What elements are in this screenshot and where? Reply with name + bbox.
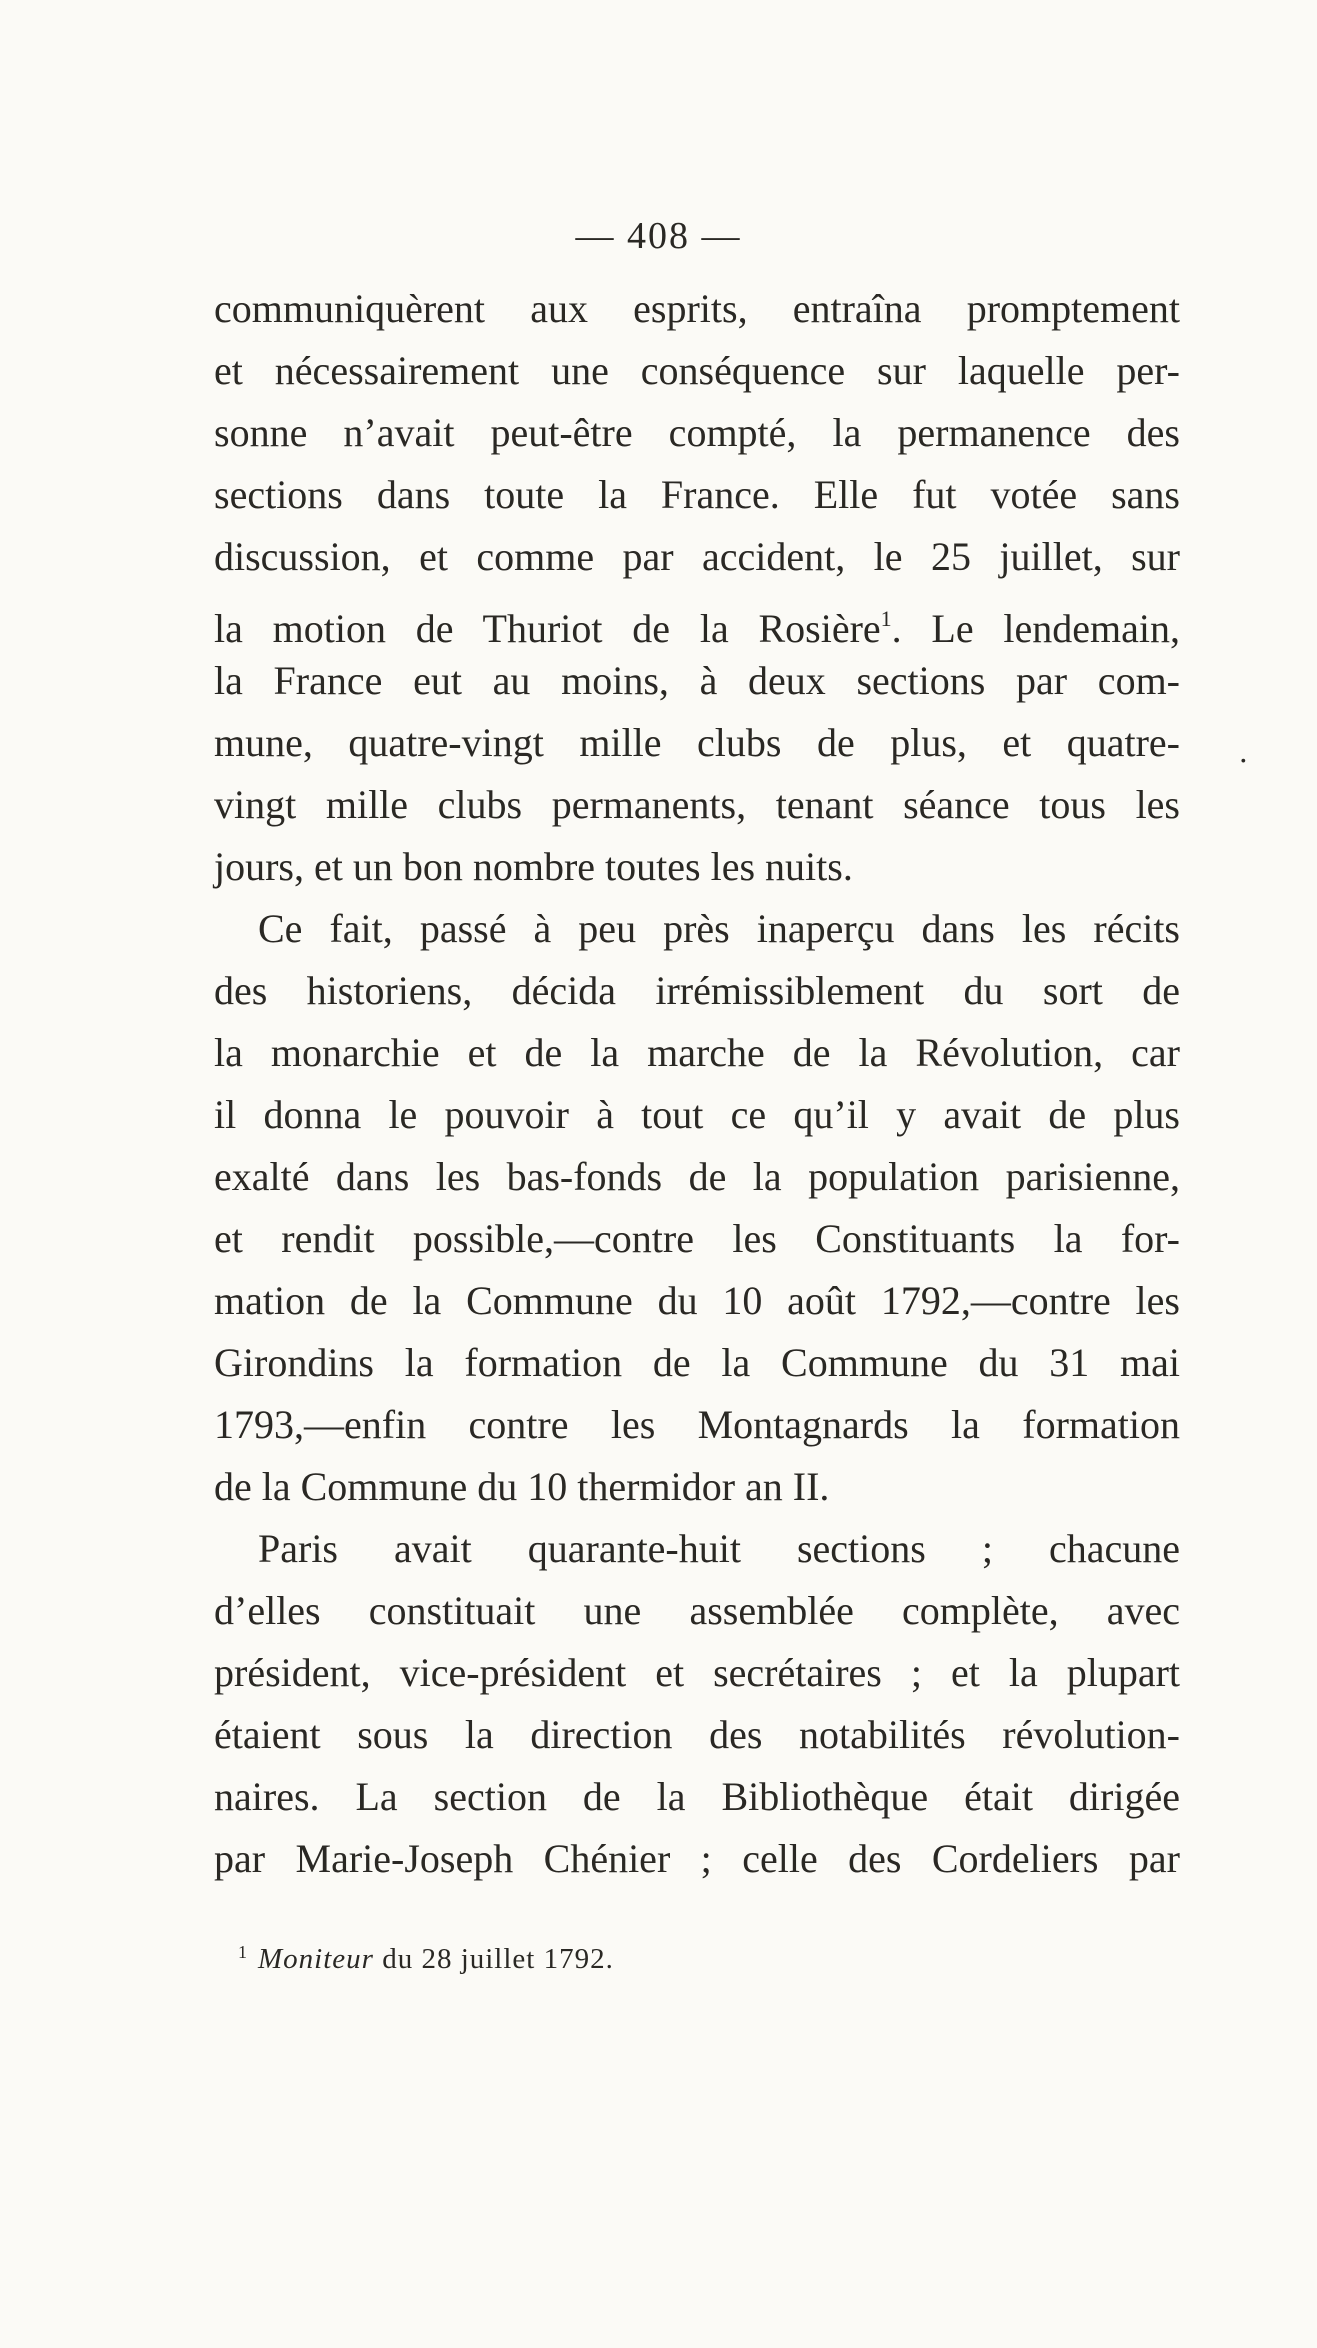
footnote-source: Moniteur [258,1943,374,1975]
text-line: il donna le pouvoir à tout ce qu’il y avait de plus [214,1092,1180,1137]
paragraph-first-line: Paris avait quarante-huit sections ; chacune [258,1526,1180,1571]
body-text [214,278,1180,1890]
page-number: — 408 — [575,215,742,257]
text-line: mune, quatre-vingt mille clubs de plus, et quatre- [214,720,1180,765]
margin-mark: · [1238,742,1249,778]
paragraph-first-line: Ce fait, passé à peu près inaperçu dans les récits [258,906,1180,951]
text-line: discussion, et comme par accident, le 25 juillet, sur [214,534,1180,579]
footnote-reference: 1 [880,606,892,631]
text-line: jours, et un bon nombre toutes les nuits. [214,844,853,889]
footnote-text: du 28 juillet 1792. [373,1943,614,1975]
text-line: par Marie-Joseph Chénier ; celle des Cordeliers par [214,1836,1180,1881]
text-line: 1793,—enfin contre les Montagnards la formation [214,1402,1180,1447]
text-line: président, vice-président et secrétaires ; et la plupart [214,1650,1180,1695]
text-line-with-footnote-ref [214,588,1180,650]
text-line: communiquèrent aux esprits, entraîna promptement [214,286,1180,331]
text-line: et nécessairement une conséquence sur laquelle per- [214,348,1180,393]
text-line: des historiens, décida irrémissiblement du sort de [214,968,1180,1013]
text-line: et rendit possible,—contre les Constituants la for- [214,1216,1180,1261]
text-line: vingt mille clubs permanents, tenant séance tous les [214,782,1180,827]
text-line: de la Commune du 10 thermidor an II. [214,1464,830,1509]
text-line: naires. La section de la Bibliothèque était dirigée [214,1774,1180,1819]
text-line: étaient sous la direction des notabilités révolution- [214,1712,1180,1757]
text-line: Girondins la formation de la Commune du 31 mai [214,1340,1180,1385]
text-line: la monarchie et de la marche de la Révolution, car [214,1030,1180,1075]
text-segment: . Le lendemain, [891,606,1180,651]
text-line: d’elles constituait une assemblée complète, avec [214,1588,1180,1633]
text-line: exalté dans les bas-fonds de la population parisienne, [214,1154,1180,1199]
text-line: mation de la Commune du 10 août 1792,—contre les [214,1278,1180,1323]
text-line: sections dans toute la France. Elle fut votée sans [214,472,1180,517]
text-line: sonne n’avait peut-être compté, la permanence des [214,410,1180,455]
footnote [238,1942,614,1976]
text-line: la France eut au moins, à deux sections par com- [214,658,1180,703]
text-segment: la motion de Thuriot de la Rosière [214,606,881,651]
footnote-marker: 1 [238,1942,248,1962]
